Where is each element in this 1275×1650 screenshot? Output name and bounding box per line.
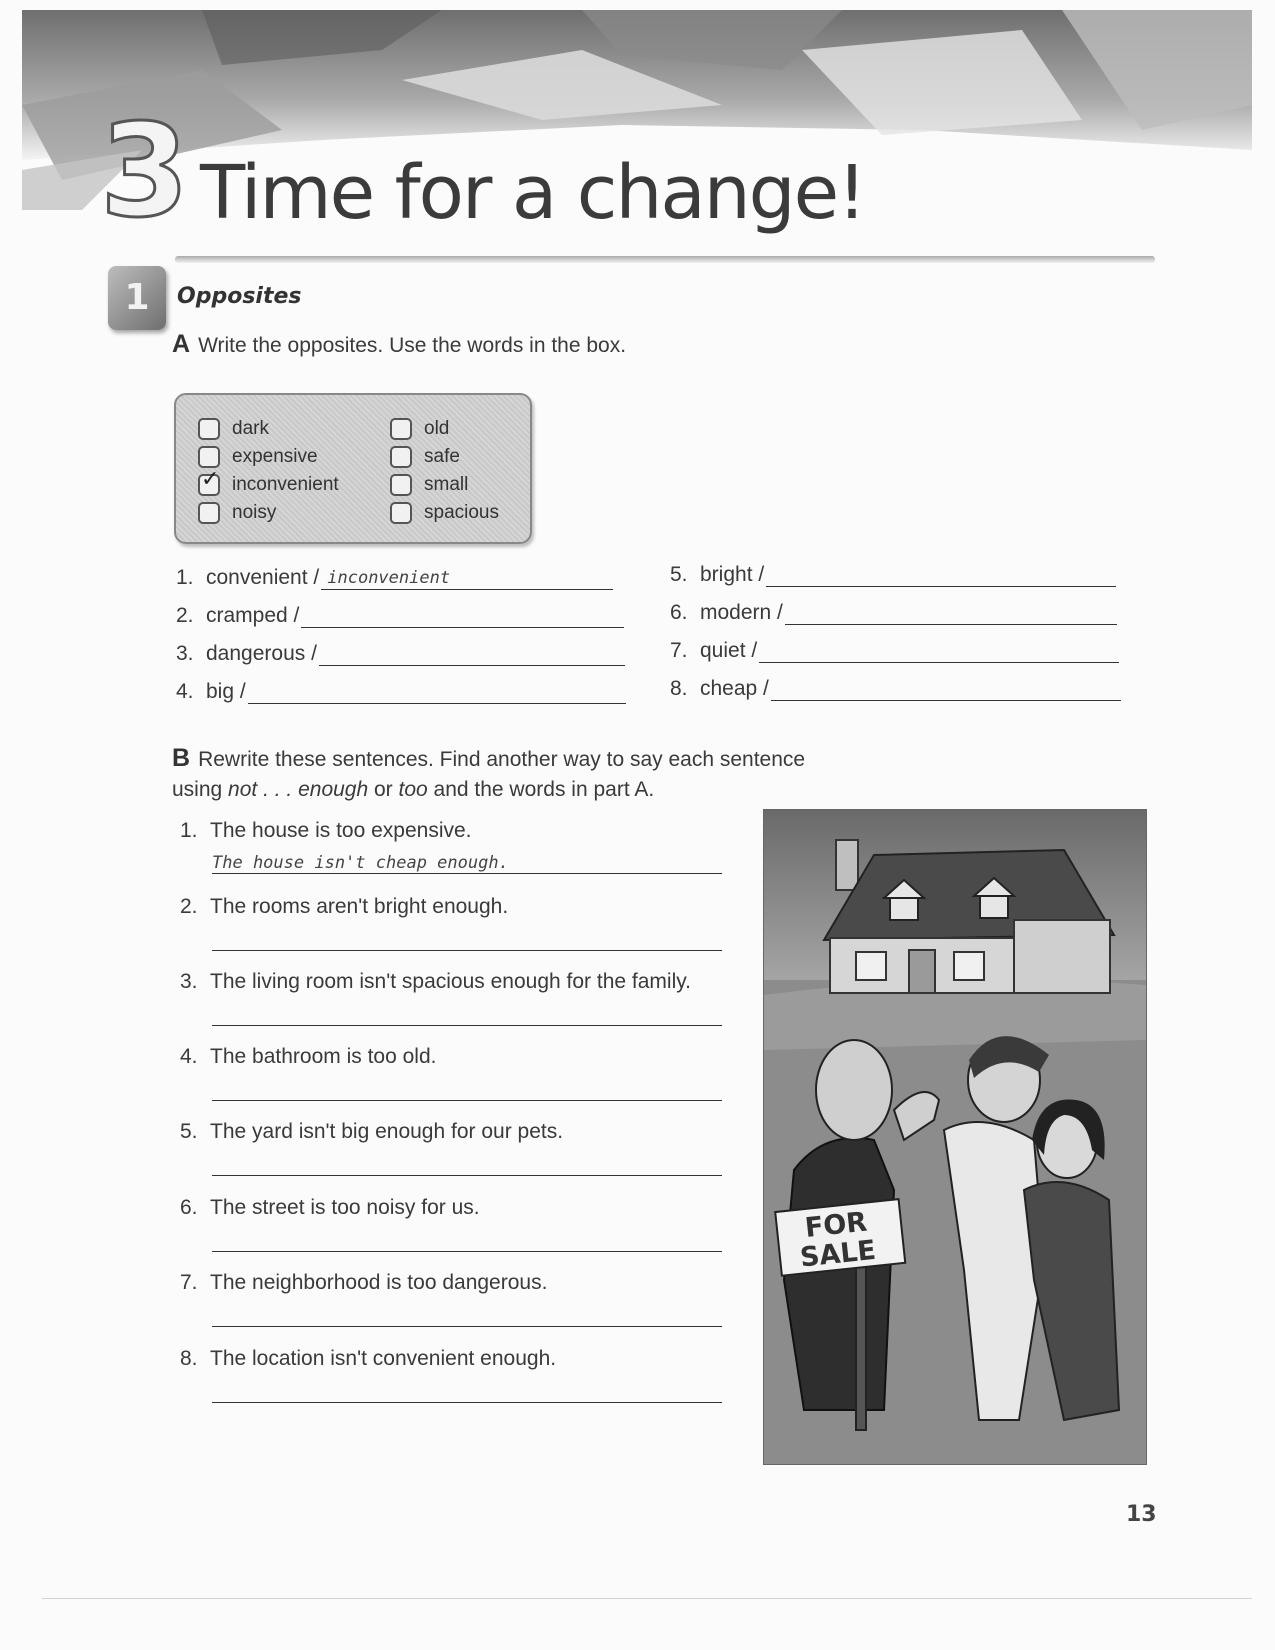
checkbox-icon[interactable] (198, 502, 220, 524)
unit-number: 3 (100, 97, 190, 246)
answer-blank[interactable] (321, 567, 613, 590)
answer-line[interactable] (212, 1304, 722, 1327)
exercise-a-item (176, 566, 613, 590)
item-number: 5. (670, 563, 688, 586)
answer-blank[interactable] (785, 602, 1117, 625)
checkbox-icon[interactable] (390, 502, 412, 524)
part-a-letter: A (172, 330, 191, 358)
answer-line[interactable] (212, 1078, 722, 1101)
answer-line[interactable] (212, 1153, 722, 1176)
checked-checkbox-icon[interactable] (198, 467, 220, 496)
exercise-b-sentence (180, 970, 691, 994)
part-b-instruction-emphasis: too (398, 778, 428, 801)
item-number: 3. (176, 642, 194, 665)
part-b-instruction-line2 (172, 778, 654, 802)
exercise-a-item (670, 677, 1121, 701)
word-box-word: dark (232, 418, 269, 439)
exercise-a-item (670, 639, 1119, 663)
sentence-text: The house is too expensive. (210, 819, 472, 842)
answer-line[interactable] (212, 1380, 722, 1403)
unit-title: Time for a change! (200, 150, 865, 236)
answer-line[interactable] (212, 1003, 722, 1026)
handwritten-answer: The house isn't cheap enough. (212, 853, 509, 873)
item-number: 2. (176, 604, 194, 627)
page-number: 13 (1126, 1502, 1157, 1527)
part-b-letter: B (172, 744, 191, 772)
item-number: 2. (180, 895, 198, 918)
word-box-item[interactable] (198, 499, 339, 527)
answer-blank[interactable] (319, 643, 625, 666)
item-number: 6. (670, 601, 688, 624)
sentence-text: The street is too noisy for us. (210, 1196, 480, 1219)
word-box-column-right (390, 415, 499, 527)
item-number: 4. (180, 1045, 198, 1068)
handwritten-answer: inconvenient (327, 568, 451, 588)
answer-blank[interactable] (766, 564, 1116, 587)
word-box-item[interactable] (390, 415, 499, 443)
word-box-word: spacious (424, 502, 499, 523)
checkbox-icon[interactable] (198, 418, 220, 440)
word-box-item[interactable] (198, 467, 339, 499)
word-box-word: small (424, 474, 469, 495)
exercise-b-sentence (180, 1120, 563, 1144)
exercise-b-sentence (180, 1347, 556, 1371)
sign-text-line2: SALE (798, 1234, 878, 1274)
checkbox-icon[interactable] (198, 446, 220, 468)
sentence-text: The bathroom is too old. (210, 1045, 437, 1068)
house-for-sale-illustration (763, 809, 1147, 1465)
word-box-word: old (424, 418, 450, 439)
answer-blank[interactable] (248, 681, 626, 704)
exercise-a-item (176, 642, 625, 666)
part-b-instruction (172, 744, 805, 773)
exercise-b-sentence (180, 1045, 436, 1069)
exercise-b-sentence (180, 1271, 547, 1295)
exercise-a-item (670, 601, 1117, 625)
item-prompt: big / (206, 680, 246, 703)
exercise-b-sentence (180, 895, 508, 919)
item-number: 6. (180, 1196, 198, 1219)
word-box-word: expensive (232, 446, 318, 467)
title-divider (175, 256, 1155, 263)
sentence-text: The living room isn't spacious enough for the family. (210, 970, 692, 993)
checkbox-icon[interactable] (390, 474, 412, 496)
exercise-a-item (176, 604, 624, 628)
sentence-text: The location isn't convenient enough. (210, 1347, 557, 1370)
part-b-instruction-line1: Rewrite these sentences. Find another way to say each sentence (198, 748, 806, 771)
item-prompt: dangerous / (206, 642, 317, 665)
answer-blank[interactable] (759, 640, 1119, 663)
word-box-word: inconvenient (232, 474, 339, 495)
exercise-b-sentence (180, 819, 472, 843)
checkbox-icon[interactable] (390, 446, 412, 468)
item-number: 8. (180, 1347, 198, 1370)
illustration-graphic (764, 810, 1146, 1464)
item-number: 3. (180, 970, 198, 993)
word-box (174, 393, 532, 544)
sentence-text: The yard isn't big enough for our pets. (210, 1120, 564, 1143)
item-prompt: bright / (700, 563, 765, 586)
word-box-item[interactable] (198, 415, 339, 443)
answer-line[interactable] (212, 1229, 722, 1252)
exercise-a-item (670, 563, 1116, 587)
answer-blank[interactable] (301, 605, 624, 628)
word-box-word: safe (424, 446, 460, 467)
section-number-badge: 1 (108, 266, 166, 330)
part-b-instruction-text: and the words in part A. (427, 778, 655, 801)
word-box-item[interactable] (390, 499, 499, 527)
item-prompt: quiet / (700, 639, 758, 662)
exercise-a-item (176, 680, 626, 704)
checkmark-icon: ✓ (201, 467, 220, 492)
word-box-column-left (198, 415, 339, 527)
item-prompt: convenient / (206, 566, 320, 589)
item-number: 4. (176, 680, 194, 703)
item-prompt: cheap / (700, 677, 769, 700)
item-prompt: cramped / (206, 604, 300, 627)
exercise-b-sentence (180, 1196, 480, 1220)
part-b-instruction-emphasis: not . . . enough (228, 778, 369, 801)
item-number: 1. (176, 566, 194, 589)
answer-blank[interactable] (771, 678, 1121, 701)
word-box-item[interactable] (390, 471, 499, 499)
part-a-instruction (172, 330, 626, 359)
part-b-instruction-text: using (172, 778, 229, 801)
item-prompt: modern / (700, 601, 783, 624)
word-box-item[interactable] (390, 443, 499, 471)
answer-line[interactable] (212, 851, 722, 874)
item-number: 7. (670, 639, 688, 662)
item-number: 1. (180, 819, 198, 842)
item-number: 7. (180, 1271, 198, 1294)
part-b-instruction-text: or (368, 778, 399, 801)
section-title: Opposites (177, 284, 302, 309)
for-sale-sign (775, 1199, 905, 1276)
sign-text-line1: FOR (803, 1206, 869, 1244)
part-a-instruction-text: Write the opposites. Use the words in the box. (198, 334, 627, 357)
sentence-text: The neighborhood is too dangerous. (210, 1271, 548, 1294)
word-box-word: noisy (232, 502, 277, 523)
sentence-text: The rooms aren't bright enough. (210, 895, 509, 918)
page-bottom-rule (42, 1598, 1252, 1599)
item-number: 5. (180, 1120, 198, 1143)
checkbox-icon[interactable] (390, 418, 412, 440)
item-number: 8. (670, 677, 688, 700)
answer-line[interactable] (212, 928, 722, 951)
